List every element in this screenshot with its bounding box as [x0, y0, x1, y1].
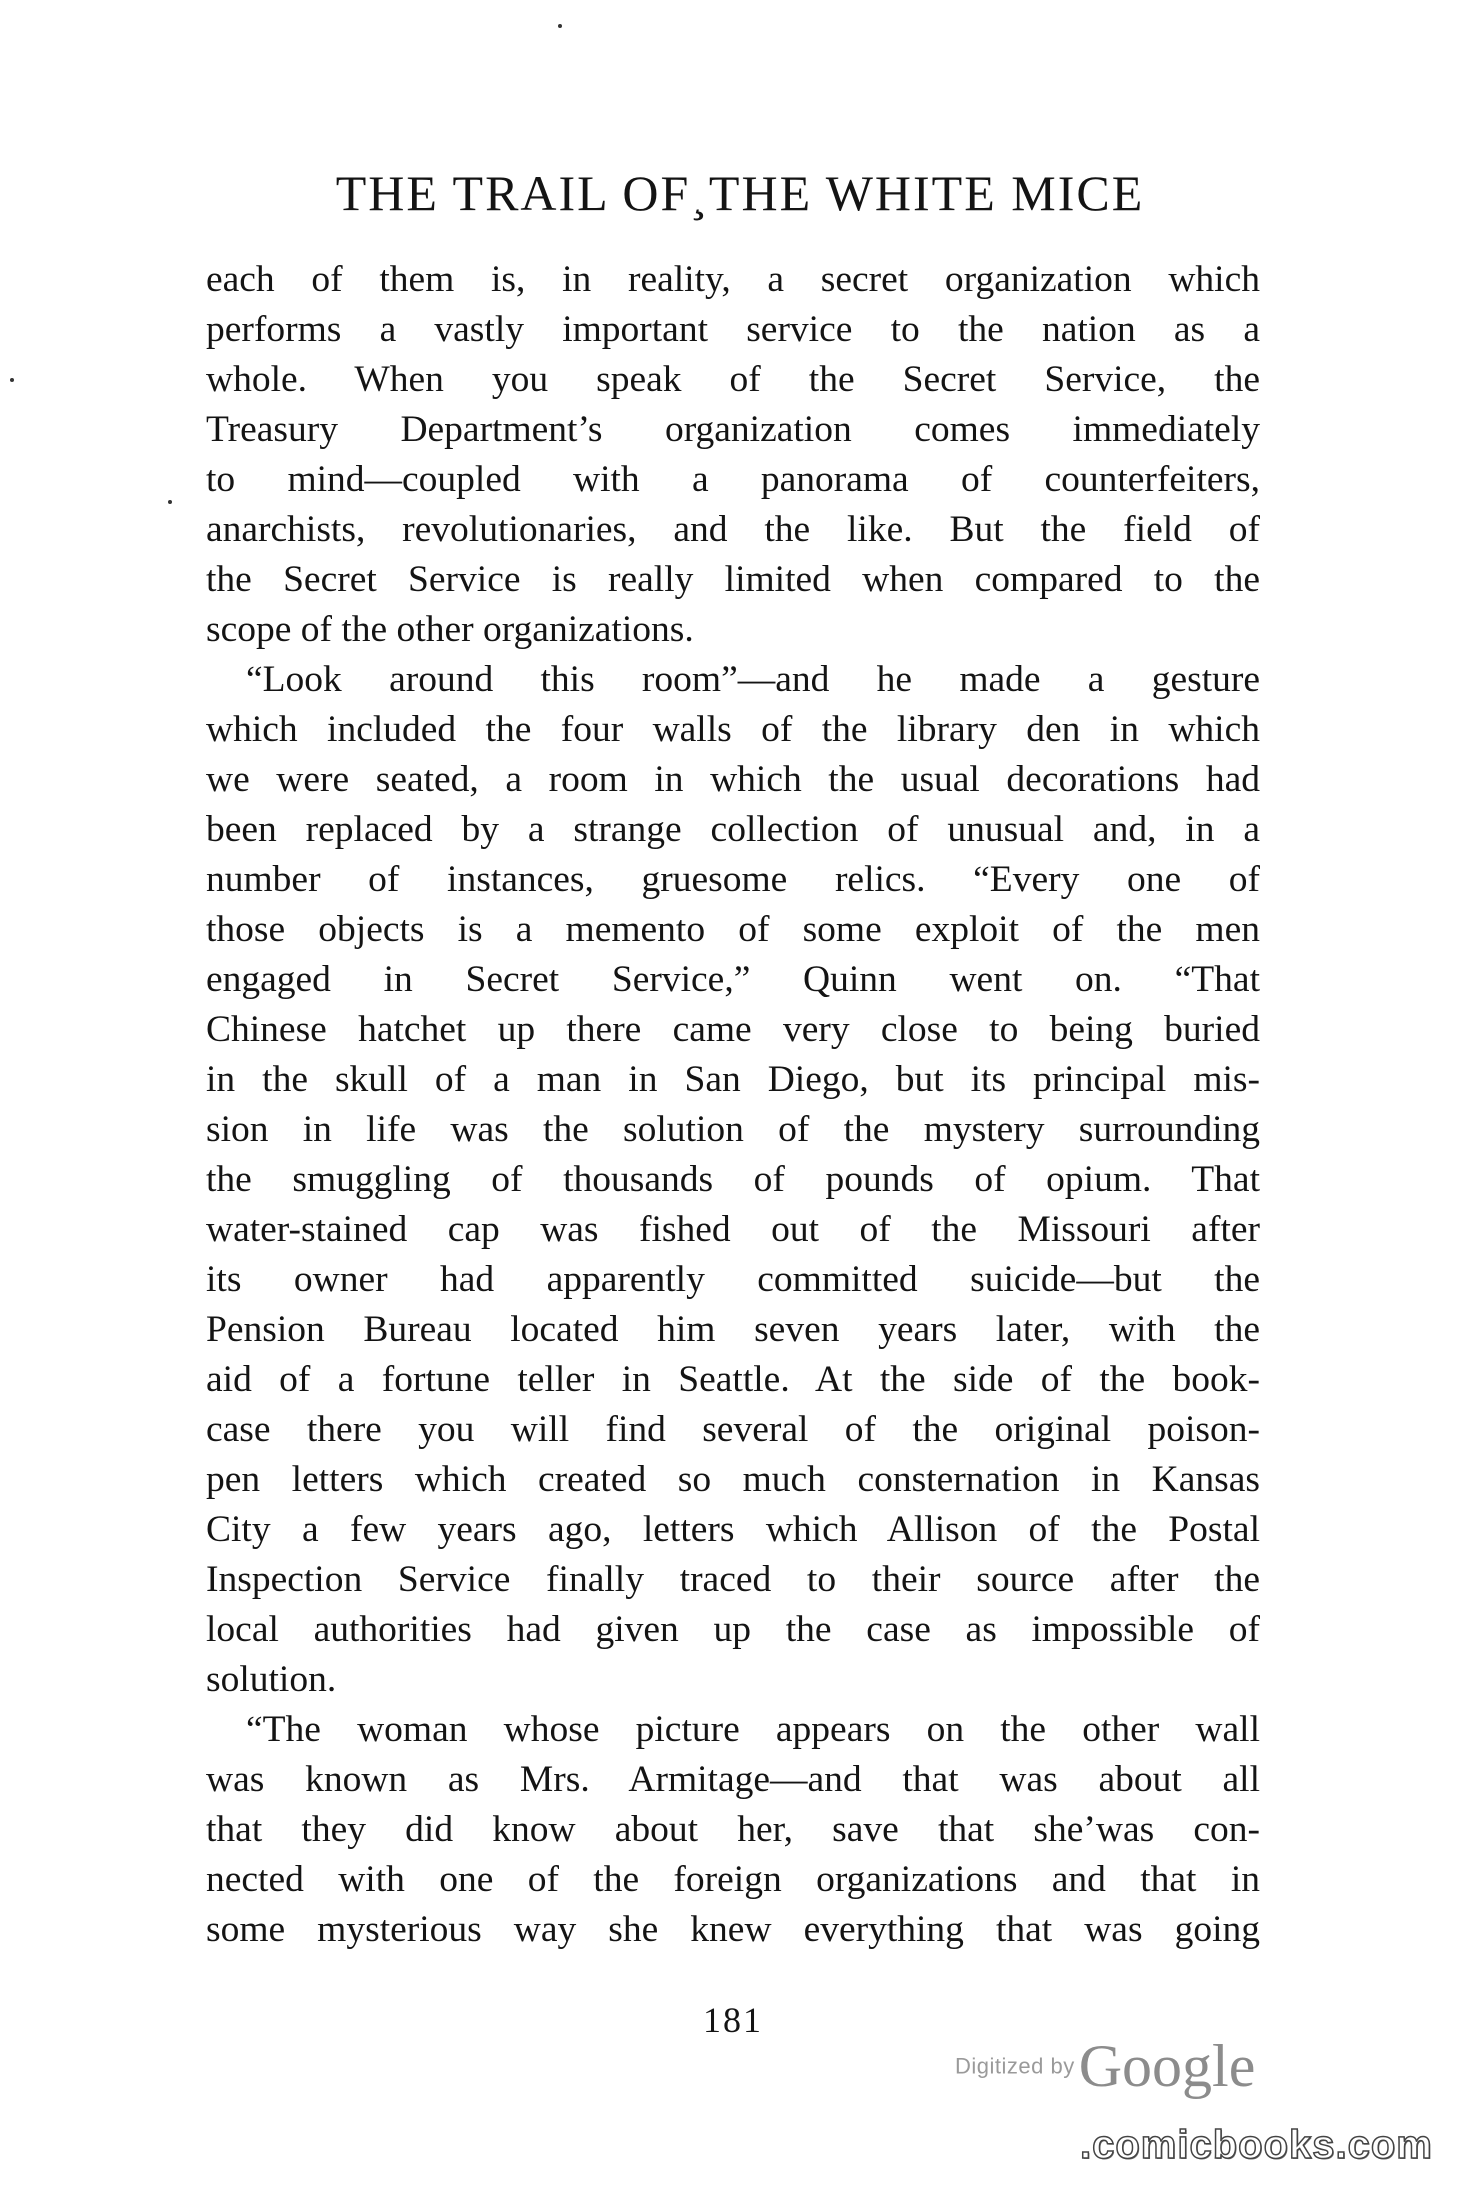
text-line: case there you will find several of the original poison- — [206, 1409, 1260, 1450]
scan-speck-margin — [168, 500, 172, 504]
running-head: THE TRAIL OF¸THE WHITE MICE — [335, 165, 1145, 221]
text-line: in the skull of a man in San Diego, but its principal mis- — [206, 1059, 1260, 1100]
text-line: sion in life was the solution of the mystery surrounding — [206, 1109, 1260, 1150]
site-watermark: .comicbooks.com — [1080, 2123, 1433, 2167]
text-line: performs a vastly important service to the nation as a — [206, 309, 1260, 350]
body-text — [206, 255, 1260, 1955]
page-number: 181 — [703, 2000, 763, 2040]
text-line: the Secret Service is really limited when compared to the — [206, 559, 1260, 600]
text-line: Pension Bureau located him seven years later, with the — [206, 1309, 1260, 1350]
text-line: each of them is, in reality, a secret organization which — [206, 259, 1260, 300]
text-line: pen letters which created so much consternation in Kansas — [206, 1459, 1260, 1500]
text-line: been replaced by a strange collection of unusual and, in a — [206, 809, 1260, 850]
text-line: nected with one of the foreign organizations and that in — [206, 1859, 1260, 1900]
text-line: anarchists, revolutionaries, and the like. But the field of — [206, 509, 1260, 550]
text-line: to mind—coupled with a panorama of counterfeiters, — [206, 459, 1260, 500]
text-line: some mysterious way she knew everything that was going — [206, 1909, 1260, 1950]
digitized-by-label: Digitized by — [955, 2053, 1075, 2079]
scan-speck-top — [558, 24, 562, 28]
text-line: engaged in Secret Service,” Quinn went on. “That — [206, 959, 1260, 1000]
text-line: Chinese hatchet up there came very close to being buried — [206, 1009, 1260, 1050]
text-line: which included the four walls of the library den in which — [206, 709, 1260, 750]
text-line: City a few years ago, letters which Allison of the Postal — [206, 1509, 1260, 1550]
text-line: “The woman whose picture appears on the other wall — [246, 1709, 1260, 1750]
text-line: we were seated, a room in which the usual decorations had — [206, 759, 1260, 800]
text-line: “Look around this room”—and he made a gesture — [246, 659, 1260, 700]
text-line: Treasury Department’s organization comes immediately — [206, 409, 1260, 450]
text-line: that they did know about her, save that she’was con- — [206, 1809, 1260, 1850]
digitized-by-google-stamp — [955, 2032, 1285, 2112]
text-line: the smuggling of thousands of pounds of opium. That — [206, 1159, 1260, 1200]
text-line: solution. — [206, 1659, 337, 1700]
text-line: aid of a fortune teller in Seattle. At the side of the book- — [206, 1359, 1260, 1400]
text-line: number of instances, gruesome relics. “Every one of — [206, 859, 1260, 900]
text-line: local authorities had given up the case as impossible of — [206, 1609, 1260, 1650]
text-line: those objects is a memento of some exploit of the men — [206, 909, 1260, 950]
text-line: whole. When you speak of the Secret Service, the — [206, 359, 1260, 400]
text-line: its owner had apparently committed suicide—but the — [206, 1259, 1260, 1300]
text-line: water-stained cap was fished out of the Missouri after — [206, 1209, 1260, 1250]
text-line: scope of the other organizations. — [206, 609, 694, 650]
google-wordmark: Google — [1078, 2033, 1256, 2099]
text-line: was known as Mrs. Armitage—and that was about all — [206, 1759, 1260, 1800]
scan-speck-left — [10, 378, 14, 382]
text-line: Inspection Service finally traced to their source after the — [206, 1559, 1260, 1600]
